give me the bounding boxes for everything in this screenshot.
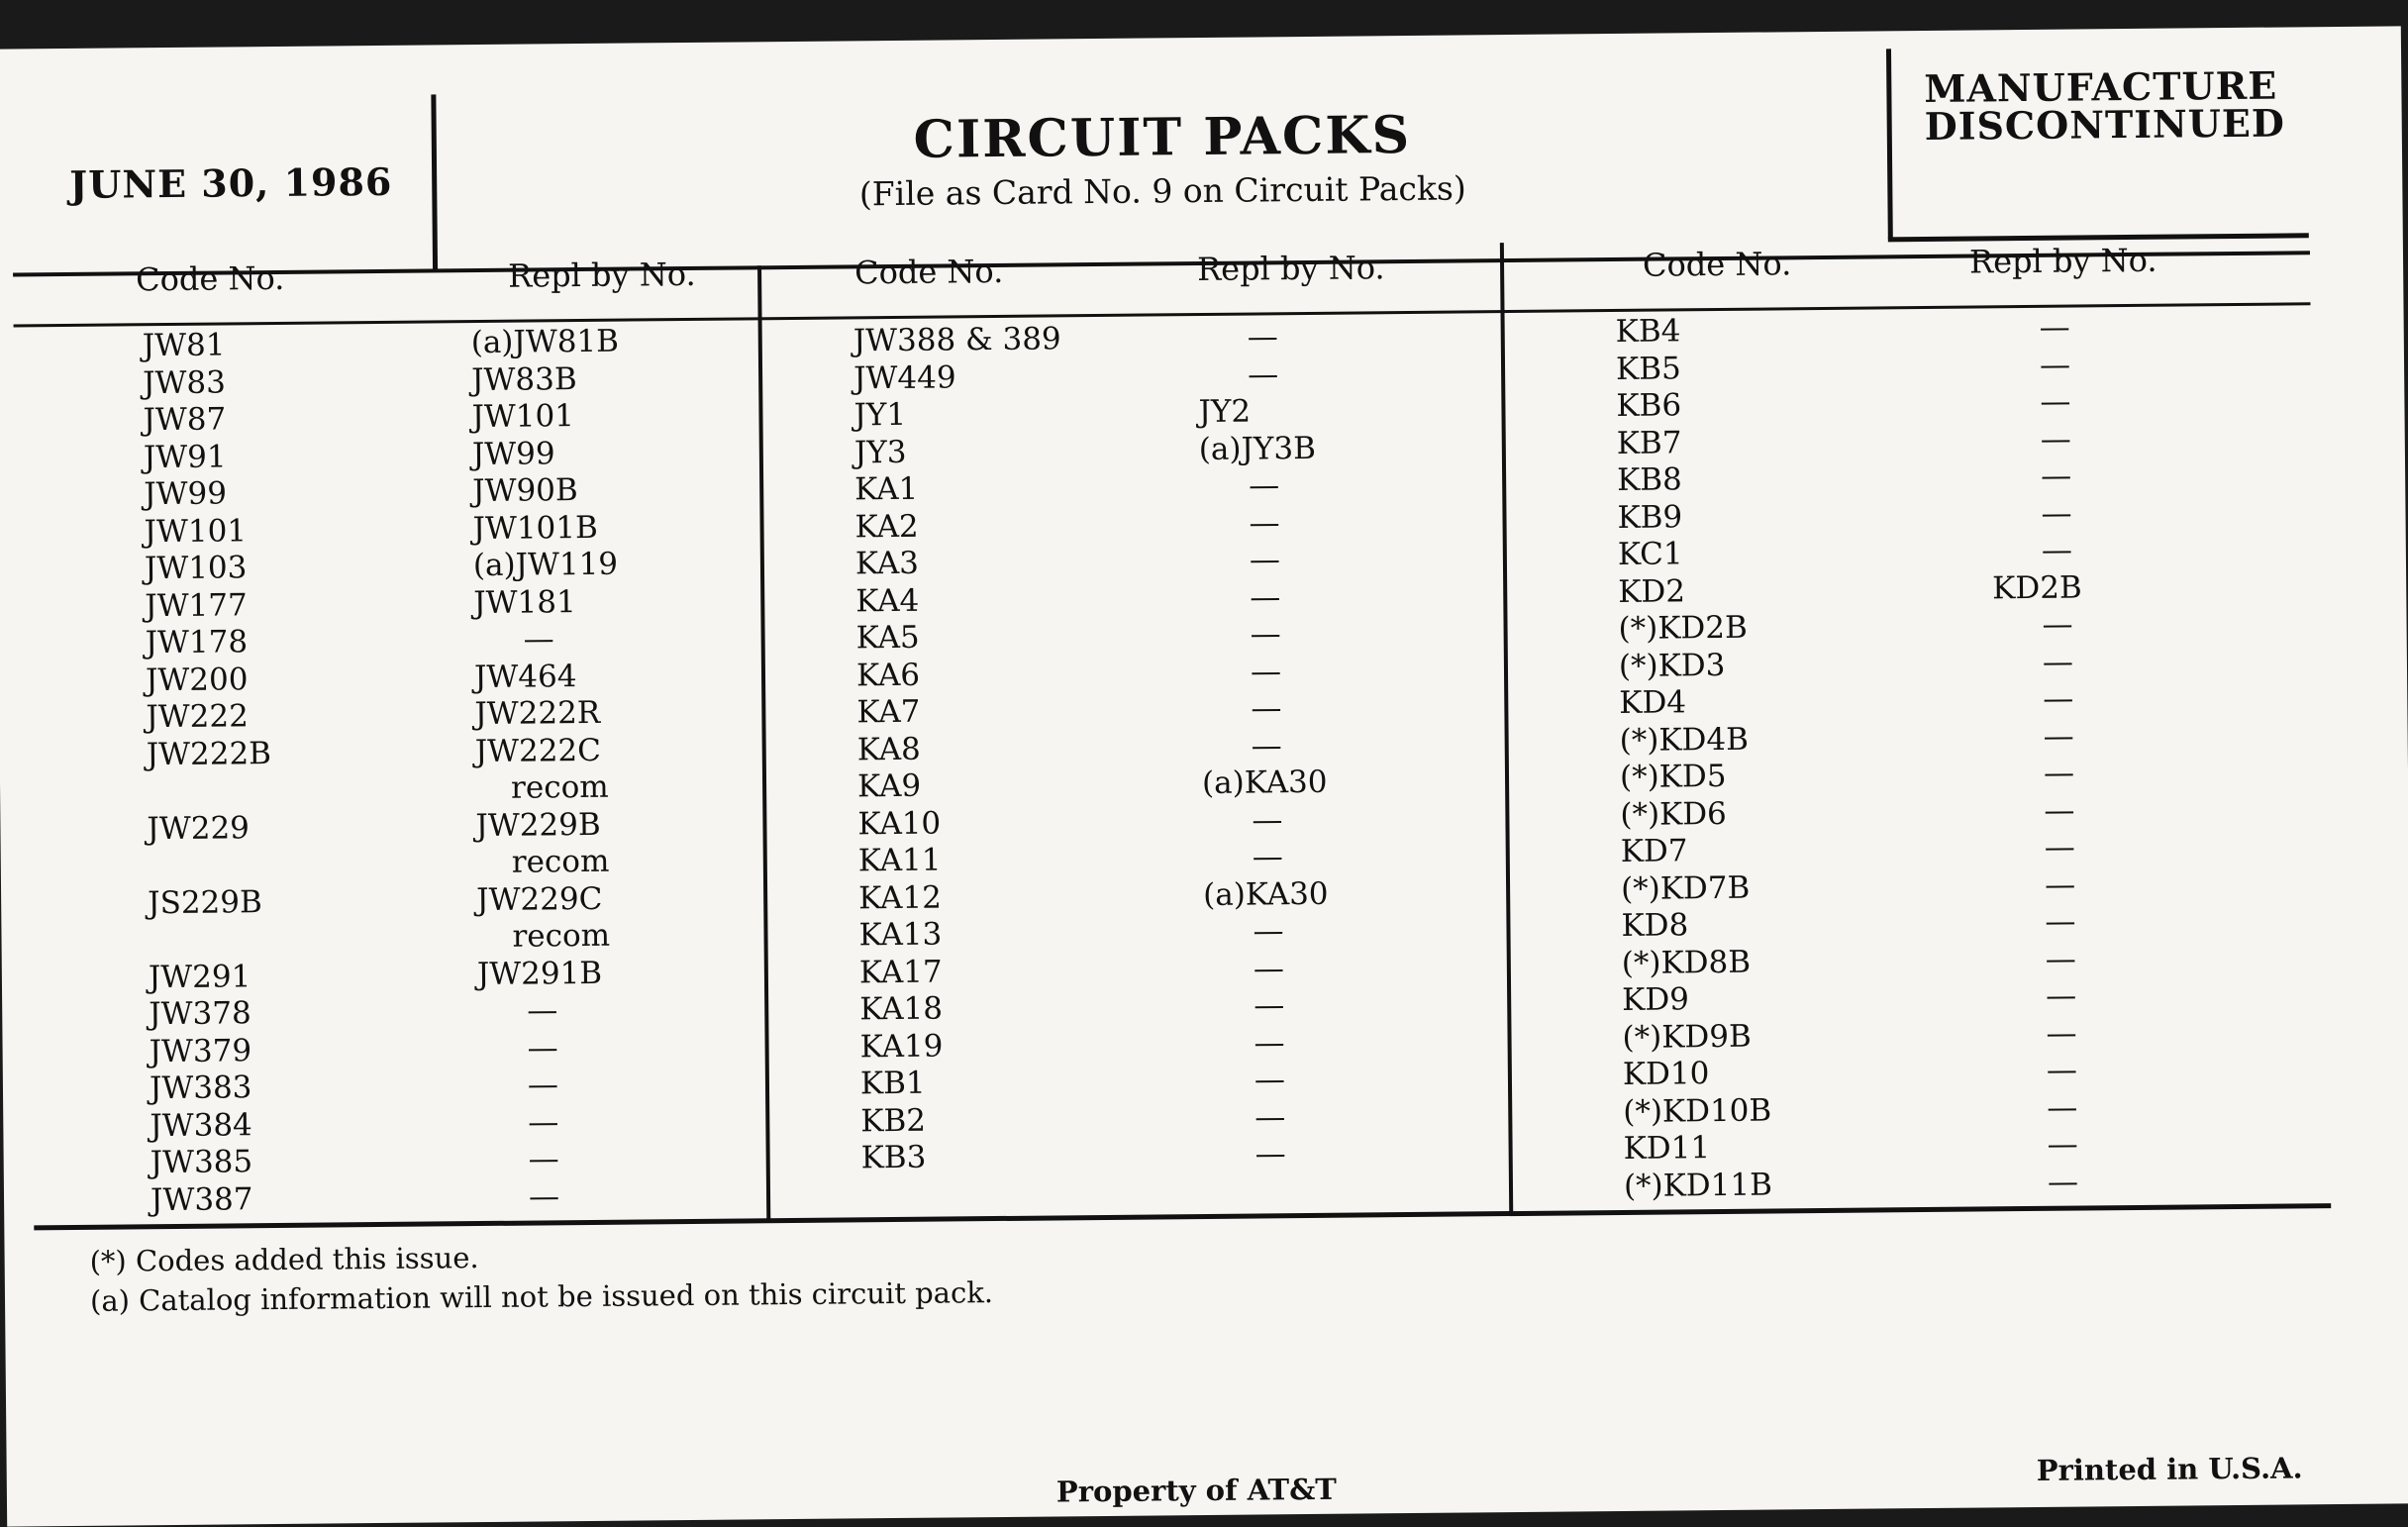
replacement-cell: — bbox=[2044, 866, 2076, 903]
replacement-cell: — bbox=[527, 1067, 559, 1103]
replacement-cell: — bbox=[2041, 532, 2073, 568]
replacement-cell: — bbox=[2042, 606, 2073, 643]
page-subtitle: (File as Card No. 9 on Circuit Packs) bbox=[858, 168, 1466, 214]
code-cell: KB2 bbox=[860, 1102, 927, 1139]
replacement-cell: JW101B bbox=[472, 509, 598, 547]
code-cell: KA3 bbox=[854, 545, 920, 582]
column-3-rows bbox=[1505, 307, 2326, 1206]
replacement-cell: recom bbox=[511, 843, 610, 880]
replacement-cell: JW83B bbox=[470, 360, 577, 398]
table-column-2 bbox=[761, 248, 1500, 1176]
replacement-cell: — bbox=[1250, 578, 1281, 616]
replacement-cell: JW99 bbox=[471, 435, 555, 472]
replacement-cell: — bbox=[2040, 458, 2072, 494]
column-1-repl-header: Repl by No. bbox=[507, 254, 696, 295]
replacement-cell: — bbox=[1251, 690, 1282, 727]
replacement-cell: JW464 bbox=[473, 658, 577, 695]
code-cell: (*)KD3 bbox=[1618, 647, 1726, 684]
code-cell: (*)KD5 bbox=[1619, 758, 1727, 795]
replacement-cell: — bbox=[2039, 309, 2070, 346]
replacement-cell: KD2B bbox=[1992, 568, 2082, 606]
replacement-cell: — bbox=[2044, 829, 2075, 865]
column-1-rows bbox=[0, 322, 766, 1220]
code-cell: KA8 bbox=[856, 731, 921, 767]
replacement-cell: (a)JW119 bbox=[472, 546, 619, 584]
replacement-cell: — bbox=[1250, 616, 1281, 653]
code-cell: JW83 bbox=[142, 363, 227, 401]
code-cell: (*)KD4B bbox=[1619, 721, 1750, 759]
replacement-cell: — bbox=[1254, 1024, 1285, 1062]
code-cell: KB9 bbox=[1617, 498, 1683, 536]
replacement-cell: — bbox=[528, 1141, 559, 1177]
code-cell: JW178 bbox=[145, 624, 249, 662]
replacement-cell: — bbox=[2045, 941, 2076, 977]
replacement-cell: — bbox=[528, 1103, 559, 1141]
replacement-cell: (a)JY3B bbox=[1198, 430, 1317, 467]
replacement-cell: — bbox=[2045, 977, 2077, 1014]
column-3-repl-header: Repl by No. bbox=[1968, 241, 2157, 281]
code-cell: KA2 bbox=[854, 508, 919, 545]
code-cell: KB5 bbox=[1615, 350, 1681, 387]
replacement-cell: JY2 bbox=[1198, 393, 1252, 431]
code-cell: KA7 bbox=[856, 693, 921, 731]
table-row bbox=[1513, 1162, 2325, 1206]
code-cell: KB6 bbox=[1616, 387, 1682, 424]
footnote-catalog: (a) Catalog information will not be issued on this circuit pack. bbox=[89, 1275, 994, 1318]
table-row bbox=[770, 1134, 1509, 1178]
code-cell: JW385 bbox=[150, 1144, 253, 1181]
code-cell: KD7 bbox=[1620, 833, 1688, 869]
replacement-cell: JW222C bbox=[474, 732, 602, 769]
replacement-cell: — bbox=[2043, 755, 2075, 791]
code-cell: KD8 bbox=[1621, 907, 1689, 944]
header-divider-right bbox=[1886, 49, 1893, 239]
code-cell: JW222 bbox=[146, 698, 250, 736]
code-cell: KB1 bbox=[859, 1065, 926, 1102]
code-cell: JW383 bbox=[149, 1069, 252, 1107]
code-cell: JW101 bbox=[144, 512, 248, 550]
table-row bbox=[4, 1176, 766, 1221]
replacement-cell: — bbox=[1254, 1136, 1286, 1172]
replacement-cell: JW291B bbox=[476, 955, 603, 992]
code-cell: (*)KD10B bbox=[1623, 1092, 1772, 1130]
table-top-rule bbox=[13, 251, 2310, 276]
code-cell: KD2 bbox=[1618, 572, 1686, 610]
code-cell: JW177 bbox=[145, 586, 248, 624]
status-underline bbox=[1888, 233, 2309, 242]
code-cell: JS229B bbox=[148, 883, 262, 921]
code-cell: JW103 bbox=[144, 550, 248, 587]
code-cell: KA18 bbox=[859, 990, 944, 1028]
replacement-cell: — bbox=[1249, 504, 1280, 542]
property-notice: Property of AT&T bbox=[1055, 1472, 1338, 1509]
code-cell: JY3 bbox=[853, 434, 907, 470]
replacement-cell: — bbox=[1247, 356, 1279, 393]
replacement-cell: — bbox=[2043, 680, 2074, 717]
replacement-cell: — bbox=[2043, 718, 2074, 755]
replacement-cell: — bbox=[1254, 1062, 1286, 1098]
replacement-cell: — bbox=[2041, 495, 2072, 532]
code-cell: KB7 bbox=[1616, 424, 1682, 461]
replacement-cell: — bbox=[527, 992, 558, 1029]
code-cell: KA4 bbox=[855, 582, 920, 619]
code-cell: KD11 bbox=[1623, 1130, 1711, 1167]
replacement-cell: — bbox=[1252, 839, 1283, 875]
code-cell: KD4 bbox=[1619, 684, 1687, 721]
code-cell: KA10 bbox=[857, 805, 942, 842]
code-cell: KA13 bbox=[858, 916, 943, 954]
replacement-cell: — bbox=[528, 1177, 560, 1215]
replacement-cell: — bbox=[1250, 653, 1282, 690]
replacement-cell: JW101 bbox=[471, 398, 575, 436]
replacement-cell: — bbox=[1249, 542, 1281, 578]
replacement-cell: — bbox=[2039, 347, 2071, 383]
code-cell: KA5 bbox=[855, 619, 920, 657]
code-cell: KB8 bbox=[1616, 461, 1682, 498]
code-cell: JY1 bbox=[853, 396, 907, 434]
issue-date: JUNE 30, 1986 bbox=[68, 158, 393, 207]
replacement-cell: — bbox=[1253, 950, 1285, 987]
replacement-cell: (a)KA30 bbox=[1201, 764, 1328, 802]
footnotes bbox=[89, 1233, 993, 1321]
code-cell: KA6 bbox=[855, 657, 921, 693]
replacement-cell: JW181 bbox=[473, 583, 576, 621]
replacement-cell: — bbox=[1251, 727, 1282, 764]
code-cell: JW378 bbox=[149, 995, 251, 1033]
code-cell: KA9 bbox=[856, 767, 922, 805]
replacement-cell: — bbox=[2047, 1164, 2079, 1200]
replacement-cell: — bbox=[2042, 644, 2074, 680]
replacement-cell: — bbox=[2046, 1052, 2078, 1088]
status-label bbox=[1924, 62, 2286, 149]
code-cell: (*)KD9B bbox=[1622, 1018, 1752, 1056]
code-cell: JW99 bbox=[144, 475, 228, 513]
code-cell: JW388 & 389 bbox=[853, 321, 1061, 359]
code-cell: (*)KD7B bbox=[1620, 869, 1751, 907]
replacement-cell: — bbox=[1249, 467, 1280, 504]
replacement-cell: — bbox=[1247, 319, 1278, 356]
code-cell: KA1 bbox=[854, 470, 919, 508]
code-cell: KB4 bbox=[1615, 313, 1681, 350]
replacement-cell: JW222R bbox=[474, 694, 601, 733]
column-2-code-header: Code No. bbox=[853, 252, 1004, 292]
replacement-cell: recom bbox=[510, 768, 609, 806]
code-cell: (*)KD2B bbox=[1618, 609, 1748, 647]
code-cell: KD9 bbox=[1622, 981, 1690, 1018]
code-cell: JW200 bbox=[145, 661, 249, 698]
replacement-cell: — bbox=[1254, 1098, 1286, 1136]
replacement-cell: JW90B bbox=[472, 472, 578, 510]
replacement-cell: (a)KA30 bbox=[1202, 875, 1329, 913]
replacement-cell: — bbox=[1253, 913, 1284, 950]
code-cell: JW222B bbox=[146, 735, 272, 772]
replacement-cell: — bbox=[2047, 1089, 2078, 1126]
code-cell: JW384 bbox=[150, 1106, 252, 1144]
replacement-cell: — bbox=[2040, 421, 2071, 458]
code-cell: (*)KD8B bbox=[1621, 944, 1752, 981]
column-2-rows bbox=[762, 317, 1509, 1178]
status-line-2: DISCONTINUED bbox=[1924, 100, 2286, 149]
replacement-cell: — bbox=[2046, 1015, 2077, 1052]
replacement-cell: JW229B bbox=[475, 806, 601, 844]
page-title: CIRCUIT PACKS bbox=[913, 104, 1412, 170]
replacement-cell: — bbox=[1254, 987, 1285, 1024]
replacement-cell: (a)JW81B bbox=[470, 323, 620, 361]
code-cell: KA12 bbox=[857, 879, 943, 916]
status-line-1: MANUFACTURE bbox=[1924, 62, 2278, 111]
replacement-cell: — bbox=[523, 621, 554, 658]
table-column-1 bbox=[0, 254, 757, 1218]
replacement-cell: — bbox=[527, 1029, 558, 1067]
code-cell: KD10 bbox=[1622, 1056, 1710, 1092]
code-cell: JW291 bbox=[148, 958, 251, 995]
document-card bbox=[0, 26, 2408, 1526]
code-cell: KB3 bbox=[860, 1139, 927, 1176]
column-2-repl-header: Repl by No. bbox=[1196, 249, 1385, 289]
printed-notice: Printed in U.S.A. bbox=[2036, 1451, 2303, 1487]
code-cell: (*)KD6 bbox=[1620, 795, 1727, 833]
code-cell: JW379 bbox=[149, 1032, 252, 1069]
code-cell: KC1 bbox=[1617, 536, 1683, 572]
replacement-cell: JW229C bbox=[475, 880, 603, 918]
replacement-cell: — bbox=[2045, 903, 2076, 940]
footnote-added-codes: (*) Codes added this issue. bbox=[89, 1241, 479, 1278]
code-cell: JW81 bbox=[142, 327, 226, 364]
code-cell: KA19 bbox=[859, 1028, 944, 1065]
code-cell: KA11 bbox=[857, 842, 942, 879]
code-cell: KA17 bbox=[858, 954, 943, 990]
code-cell: JW449 bbox=[853, 358, 956, 396]
code-cell: (*)KD11B bbox=[1623, 1167, 1773, 1204]
column-1-code-header: Code No. bbox=[135, 258, 285, 299]
column-3-code-header: Code No. bbox=[1642, 245, 1792, 284]
code-cell: JW387 bbox=[150, 1180, 253, 1218]
code-cell: JW87 bbox=[143, 401, 227, 439]
replacement-cell: — bbox=[2044, 792, 2075, 829]
replacement-cell: — bbox=[2040, 383, 2071, 420]
replacement-cell: recom bbox=[512, 917, 611, 955]
code-cell: JW91 bbox=[143, 438, 227, 475]
replacement-cell: — bbox=[2047, 1126, 2078, 1163]
replacement-cell: — bbox=[1252, 801, 1283, 839]
code-cell: JW229 bbox=[147, 809, 251, 847]
